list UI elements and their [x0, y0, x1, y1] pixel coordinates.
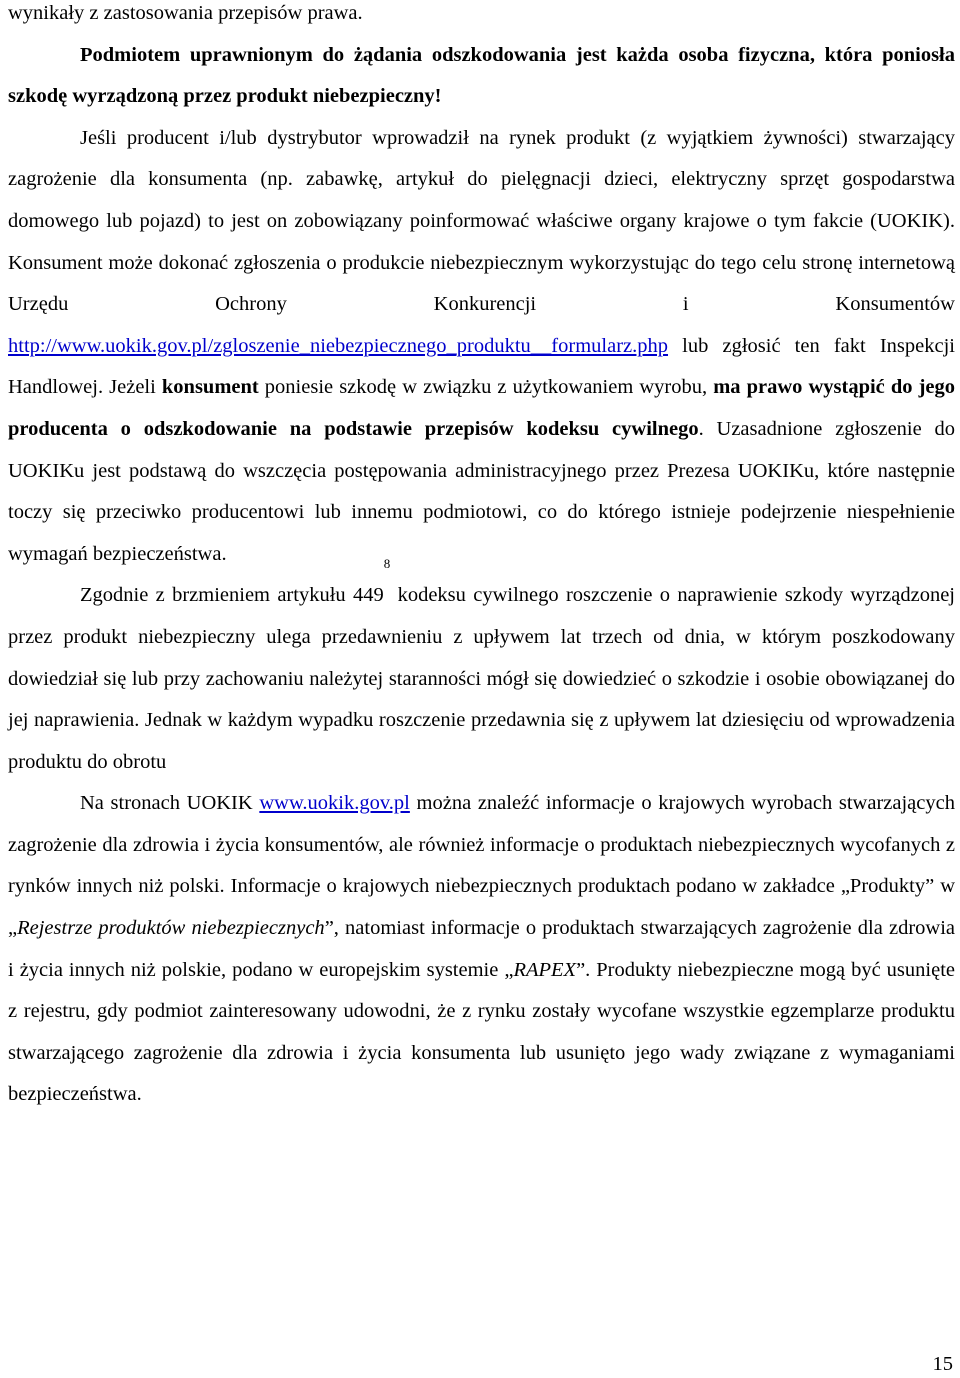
paragraph-limitation	[8, 556, 956, 783]
paragraph-text: ”, natomiast informacje o produktach stwarzających zagrożenie dla zdrowia i życia innych niż polskie, podano w europejskim systemie „	[8, 917, 955, 981]
paragraph-text: Jeśli producent i/lub dystrybutor wprowadził na rynek produkt (z wyjątkiem żywności) stwarzający zagrożenie dla konsumenta (np. zabawkę, artykuł do pielęgnacji dzieci, elektryczny sprzęt gospodarstwa domowego lub pojazd) to jest on zobowiązany poinformować właściwe organy krajowe o tym fakcie (UOKIK). Konsument może dokonać zgłoszenia o produkcie niebezpiecznym wykorzystując do tego celu stronę internetową Urzędu Ochrony Konkurencji i Konsumentów	[8, 126, 955, 316]
paragraph-text: poniesie szkodę w związku z użytkowaniem wyrobu,	[258, 376, 714, 399]
paragraph-text: wynikały z zastosowania przepisów prawa.	[8, 2, 363, 24]
bold-statement: Podmiotem uprawnionym do żądania odszkodowania jest każda osoba fizyczna, która poniosła szkodę wyrządzoną przez produkt niebezpieczny!	[8, 43, 955, 108]
paragraph-text: można znaleźć informacje o krajowych wyrobach stwarzających zagrożenie dla zdrowia i życia konsumentów, ale również informacje o produktach niebezpiecznych wycofanych z rynków innych niż polski. Informacje o krajowych niebezpiecznych produktach podano w zakładce „Produkty” w „	[8, 792, 955, 940]
paragraph-text: ”. Produkty niebezpieczne mogą być usunięte z rejestru, gdy podmiot zainteresowany udowodni, że z rynku zostały wycofane wszystkie egzemplarze produktu stwarzającego zagrożenie dla zdrowia i życia konsumenta lub usunięto jego wady związane z wymaganiami bezpieczeństwa.	[8, 958, 955, 1106]
bold-statement-rights: ma prawo wystąpić do jego producenta o odszkodowanie na podstawie przepisów kodeksu cywilnego	[8, 376, 956, 440]
bold-term-consumer: konsument	[161, 376, 259, 399]
uokik-website-link[interactable]: www.uokik.gov.pl	[259, 792, 410, 815]
italic-rapex: RAPEX	[513, 958, 577, 981]
paragraph-text: Na stronach UOKIK	[80, 792, 260, 815]
paragraph-text: lub zgłosić ten fakt Inspekcji Handlowej. Jeżeli	[8, 334, 955, 399]
paragraph-continuation	[8, 0, 955, 35]
paragraph-text: kodeksu cywilnego roszczenie o naprawienie szkody wyrządzonej przez produkt niebezpieczny ulega przedawnieniu z upływem lat trzech od dnia, w którym poszkodowany dowiedział się lub przy zachowaniu należytej staranności mógł się dowiedzieć o szkodzie i osobie obowiązanej do jej naprawienia. Jednak w każdym wypadku roszczenie przedawnia się z upływem lat dziesięciu od wprowadzenia produktu do obrotu	[8, 584, 956, 773]
superscript-article-number: 8	[383, 556, 391, 572]
report-form-link[interactable]: http://www.uokik.gov.pl/zgloszenie_niebezpiecznego_produktu__formularz.php	[8, 334, 669, 357]
paragraph-text: Zgodnie z brzmieniem artykułu 449	[80, 584, 384, 607]
paragraph-reporting-obligation	[8, 118, 955, 576]
page-number: 15	[932, 1353, 953, 1375]
document-page	[8, 0, 955, 1116]
paragraph-uokik-registry	[8, 783, 955, 1116]
italic-registry-name: Rejestrze produktów niebezpiecznych	[17, 917, 325, 940]
paragraph-text: . Uzasadnione zgłoszenie do UOKIKu jest podstawą do wszczęcia postępowania administracyjnego przez Prezesa UOKIKu, które następnie toczy się przeciwko producentowi lub innemu podmiotowi, co do którego istnieje podejrzenie niespełnienie wymagań bezpieczeństwa.	[8, 417, 956, 565]
paragraph-entitled-person	[8, 35, 955, 118]
